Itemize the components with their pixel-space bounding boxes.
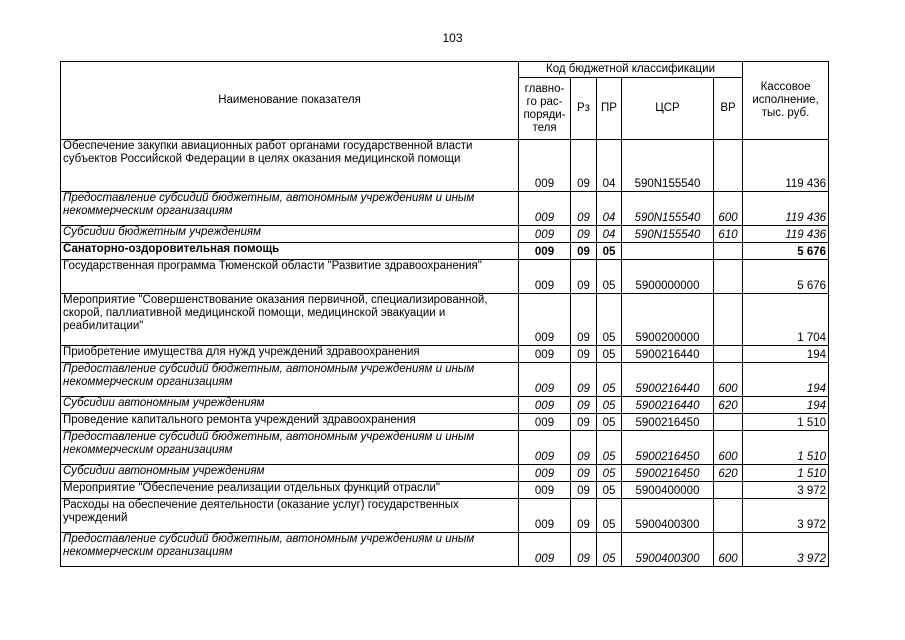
row-name: Предоставление субсидий бюджетным, автономным учреждениям и иным некоммерческим организациям (61, 533, 519, 567)
row-amount: 194 (743, 363, 829, 397)
row-vr (714, 243, 743, 260)
row-name: Субсидии автономным учреждениям (61, 397, 519, 414)
row-amount: 3 972 (743, 482, 829, 499)
row-amount: 194 (743, 346, 829, 363)
table-row (61, 294, 829, 346)
row-amount: 1 510 (743, 431, 829, 465)
row-csr: 5900216450 (622, 431, 714, 465)
table-row (61, 431, 829, 465)
row-rz: 09 (571, 499, 597, 533)
table-row (61, 533, 829, 567)
row-amount: 1 510 (743, 414, 829, 431)
row-grbs: 009 (519, 346, 571, 363)
table-row (61, 243, 829, 260)
row-grbs: 009 (519, 499, 571, 533)
row-grbs: 009 (519, 397, 571, 414)
header-rz: Рз (571, 78, 597, 140)
row-vr: 620 (714, 397, 743, 414)
row-rz: 09 (571, 482, 597, 499)
row-grbs: 009 (519, 192, 571, 226)
row-csr: 590N155540 (622, 226, 714, 243)
row-name: Проведение капитального ремонта учреждений здравоохранения (61, 414, 519, 431)
row-csr: 5900000000 (622, 260, 714, 294)
header-pr: ПР (597, 78, 622, 140)
row-rz: 09 (571, 346, 597, 363)
row-pr: 05 (597, 243, 622, 260)
row-name: Субсидии бюджетным учреждениям (61, 226, 519, 243)
header-name: Наименование показателя (61, 62, 519, 140)
row-grbs: 009 (519, 363, 571, 397)
row-pr: 05 (597, 294, 622, 346)
row-pr: 05 (597, 499, 622, 533)
row-name: Обеспечение закупки авиационных работ органами государственной власти субъектов Российской Федерации в целях оказания медицинской помощи (61, 140, 519, 192)
row-pr: 05 (597, 260, 622, 294)
row-pr: 05 (597, 414, 622, 431)
row-pr: 05 (597, 397, 622, 414)
row-vr: 600 (714, 431, 743, 465)
budget-table (60, 61, 829, 567)
row-csr: 5900200000 (622, 294, 714, 346)
table-row (61, 499, 829, 533)
table-row (61, 346, 829, 363)
row-pr: 05 (597, 482, 622, 499)
table-row (61, 226, 829, 243)
row-grbs: 009 (519, 226, 571, 243)
row-rz: 09 (571, 226, 597, 243)
header-code-group: Код бюджетной классификации (519, 62, 743, 78)
row-vr (714, 482, 743, 499)
row-csr (622, 243, 714, 260)
row-grbs: 009 (519, 140, 571, 192)
row-name: Субсидии автономным учреждениям (61, 465, 519, 482)
row-pr: 05 (597, 431, 622, 465)
row-csr: 5900216450 (622, 465, 714, 482)
row-rz: 09 (571, 431, 597, 465)
header-csr: ЦСР (622, 78, 714, 140)
row-rz: 09 (571, 465, 597, 482)
row-amount: 3 972 (743, 499, 829, 533)
page-number: 103 (442, 31, 463, 45)
row-pr: 04 (597, 192, 622, 226)
row-amount: 1 510 (743, 465, 829, 482)
row-vr (714, 346, 743, 363)
row-pr: 04 (597, 226, 622, 243)
row-csr: 5900216450 (622, 414, 714, 431)
row-name: Мероприятие "Совершенствование оказания первичной, специализированной, скорой, паллиативной медицинской помощи, медицинской эвакуации и реабилитации" (61, 294, 519, 346)
row-csr: 5900216440 (622, 397, 714, 414)
row-rz: 09 (571, 533, 597, 567)
row-vr: 600 (714, 533, 743, 567)
row-csr: 5900216440 (622, 363, 714, 397)
row-rz: 09 (571, 243, 597, 260)
row-name: Предоставление субсидий бюджетным, автономным учреждениям и иным некоммерческим организациям (61, 363, 519, 397)
row-name: Санаторно-оздоровительная помощь (61, 243, 519, 260)
table-row (61, 192, 829, 226)
row-vr (714, 260, 743, 294)
row-rz: 09 (571, 363, 597, 397)
row-vr (714, 499, 743, 533)
row-csr: 5900400300 (622, 533, 714, 567)
row-name: Предоставление субсидий бюджетным, автономным учреждениям и иным некоммерческим организациям (61, 431, 519, 465)
table-row (61, 260, 829, 294)
row-vr: 600 (714, 192, 743, 226)
row-rz: 09 (571, 140, 597, 192)
row-amount: 119 436 (743, 140, 829, 192)
table-row (61, 465, 829, 482)
row-grbs: 009 (519, 482, 571, 499)
row-name: Расходы на обеспечение деятельности (оказание услуг) государственных учреждений (61, 499, 519, 533)
row-amount: 3 972 (743, 533, 829, 567)
row-pr: 04 (597, 140, 622, 192)
row-name: Государственная программа Тюменской области "Развитие здравоохранения" (61, 260, 519, 294)
row-pr: 05 (597, 346, 622, 363)
row-csr: 590N155540 (622, 140, 714, 192)
row-amount: 1 704 (743, 294, 829, 346)
row-grbs: 009 (519, 243, 571, 260)
row-amount: 5 676 (743, 243, 829, 260)
row-name: Мероприятие "Обеспечение реализации отдельных функций отрасли" (61, 482, 519, 499)
row-rz: 09 (571, 397, 597, 414)
row-amount: 194 (743, 397, 829, 414)
header-amount: Кассовое исполнение, тыс. руб. (743, 62, 829, 140)
row-grbs: 009 (519, 260, 571, 294)
row-amount: 119 436 (743, 226, 829, 243)
table-row (61, 414, 829, 431)
row-rz: 09 (571, 192, 597, 226)
row-vr: 600 (714, 363, 743, 397)
row-amount: 119 436 (743, 192, 829, 226)
table-row (61, 363, 829, 397)
row-pr: 05 (597, 533, 622, 567)
table-row (61, 482, 829, 499)
row-rz: 09 (571, 294, 597, 346)
row-rz: 09 (571, 414, 597, 431)
row-vr (714, 414, 743, 431)
table-row (61, 397, 829, 414)
table-body (61, 140, 829, 567)
row-csr: 590N155540 (622, 192, 714, 226)
row-vr (714, 140, 743, 192)
row-name: Предоставление субсидий бюджетным, автономным учреждениям и иным некоммерческим организациям (61, 192, 519, 226)
row-csr: 5900216440 (622, 346, 714, 363)
row-csr: 5900400300 (622, 499, 714, 533)
row-amount: 5 676 (743, 260, 829, 294)
row-grbs: 009 (519, 533, 571, 567)
row-csr: 5900400000 (622, 482, 714, 499)
row-grbs: 009 (519, 294, 571, 346)
row-grbs: 009 (519, 465, 571, 482)
row-vr: 610 (714, 226, 743, 243)
row-grbs: 009 (519, 431, 571, 465)
row-vr: 620 (714, 465, 743, 482)
row-pr: 05 (597, 465, 622, 482)
row-name: Приобретение имущества для нужд учреждений здравоохранения (61, 346, 519, 363)
row-rz: 09 (571, 260, 597, 294)
header-grbs: главно-го рас-поряди-теля (519, 78, 571, 140)
row-grbs: 009 (519, 414, 571, 431)
row-vr (714, 294, 743, 346)
row-pr: 05 (597, 363, 622, 397)
header-vr: ВР (714, 78, 743, 140)
table-row (61, 140, 829, 192)
